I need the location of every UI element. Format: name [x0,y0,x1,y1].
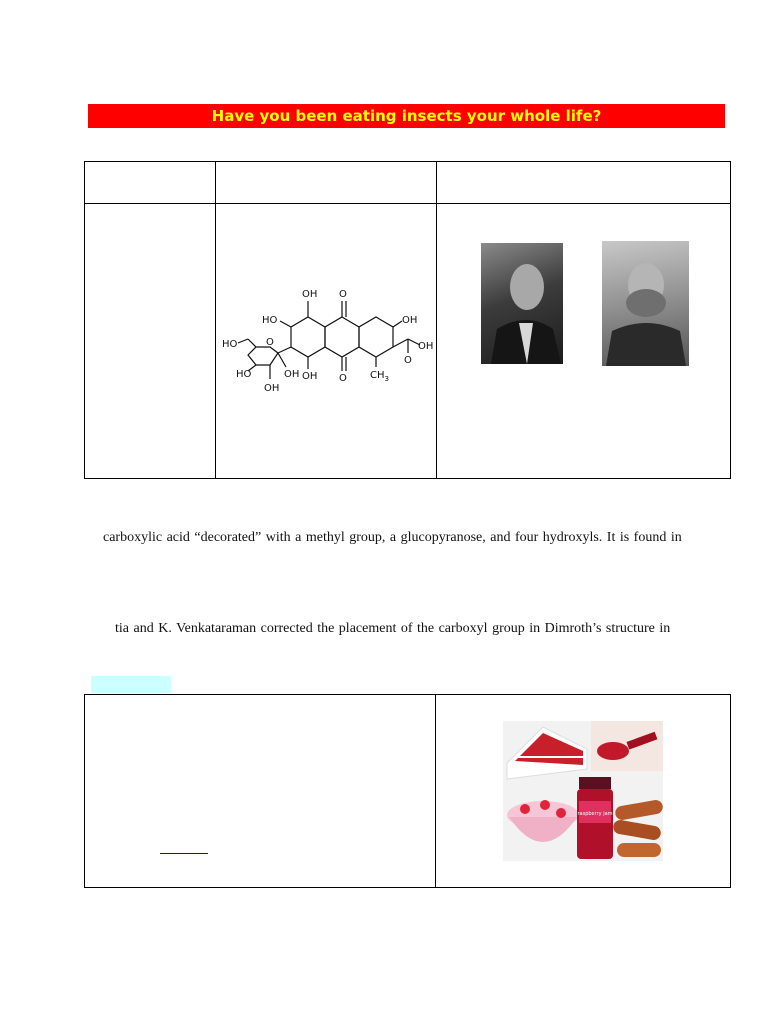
hyperlink-underline[interactable] [160,853,208,854]
food-collage-image [503,721,663,861]
label-ho-sugar-low: HO [236,369,252,380]
sausages-icon [611,793,663,861]
label-ho-sugar: HO [222,339,238,350]
carminic-acid-structure-image [218,281,434,401]
table-header-row [85,162,731,204]
bottom-right-cell [436,695,731,888]
bottom-left-cell [85,695,436,888]
raspberry-jam-jar-icon [575,777,615,861]
highlighted-text-block [91,676,171,693]
label-oh-bottom-ring: OH [302,371,318,382]
page-title: Have you been eating insects your whole life? [211,107,602,125]
bottom-table-row [85,695,731,888]
red-velvet-cake-icon [503,721,589,781]
header-cell-1 [85,162,216,204]
page-title-banner [88,104,725,128]
label-o-top: O [339,289,347,300]
top-table [84,161,731,479]
portraits-container [437,204,730,478]
label-o-bottom: O [339,373,347,384]
header-cell-3 [437,162,731,204]
header-cell-2 [216,162,437,204]
molecule-cell [216,204,437,479]
bearded-man-icon [602,241,689,366]
lips-icon [591,721,663,771]
label-oh-right-top: OH [402,315,418,326]
empty-cell [85,204,216,479]
body-paragraph-2: tia and K. Venkataraman corrected the placement of the carboxyl group in Dimroth’s structure in [115,621,671,636]
label-oh-top: OH [302,289,318,300]
portrait-photo-2 [602,241,689,366]
body-paragraph-1: carboxylic acid “decorated” with a methyl group, a glucopyranose, and four hydroxyls. It is found in [103,530,682,545]
man-profile-icon [481,243,563,364]
label-oh-acid: OH [418,341,434,352]
portrait-photo-1 [481,243,563,364]
strawberry-yogurt-icon [503,787,583,861]
jar-label: raspberry jam [577,811,613,817]
portraits-cell [437,204,731,479]
label-ch3: $CH_3$ [370,370,389,383]
label-o-ring: O [266,337,274,348]
label-oh-sugar-mid: OH [284,369,300,380]
label-oh-sugar-bottom: OH [264,383,280,394]
label-o-acid: O [404,355,412,366]
lipstick-photo [591,721,663,771]
table-image-row [85,204,731,479]
bottom-table [84,694,731,888]
label-ho-left: HO [262,315,278,326]
